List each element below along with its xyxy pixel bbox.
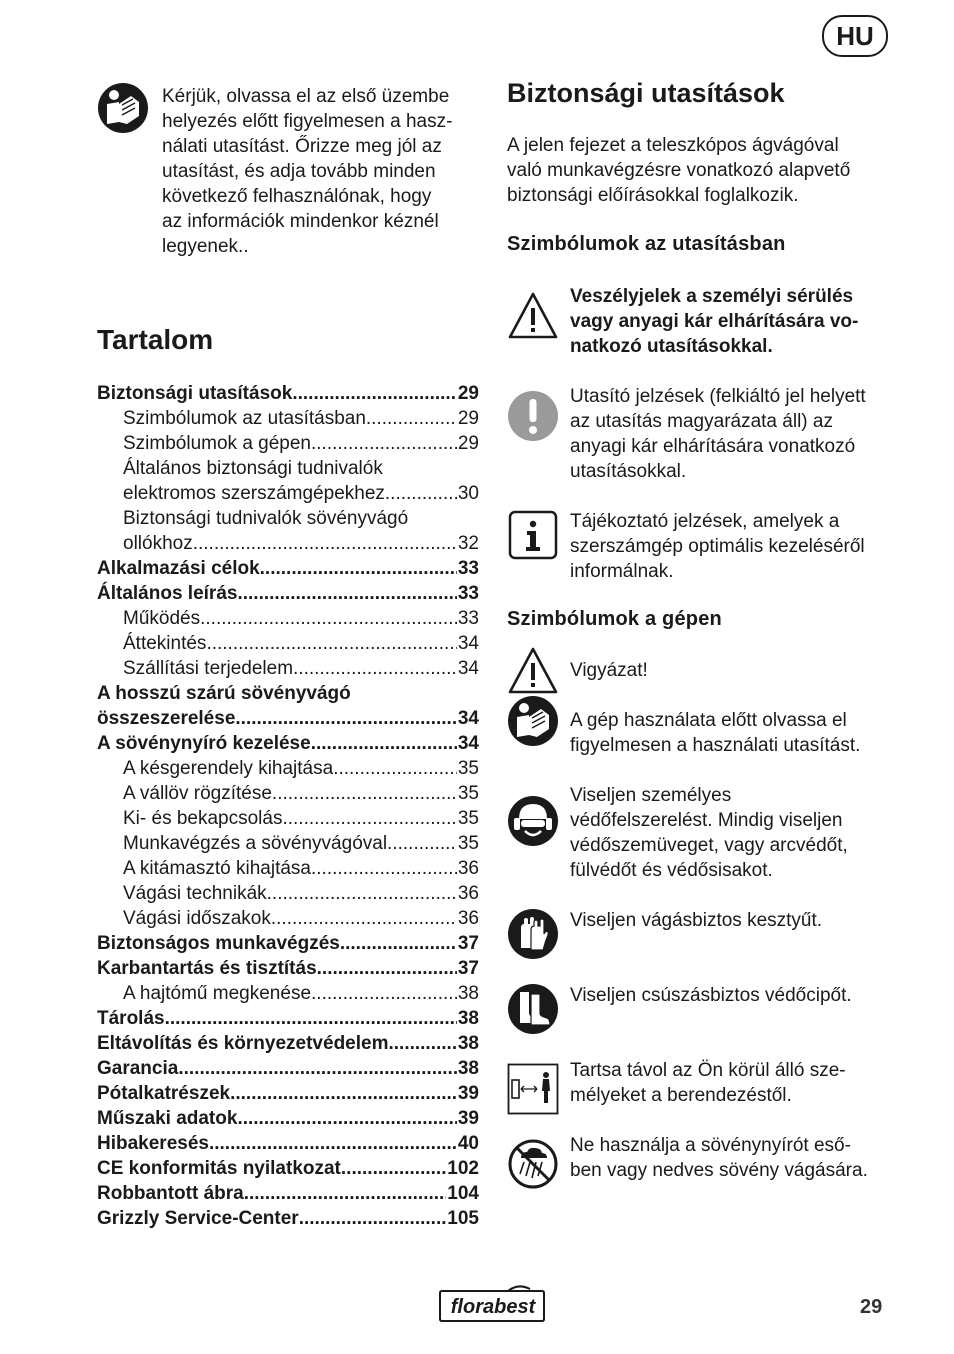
toc-entry	[97, 983, 479, 1008]
toc-page-number: 34	[457, 633, 479, 654]
toc-entry-title: ollókhoz	[123, 533, 193, 554]
svg-text:florabest: florabest	[450, 1296, 536, 1318]
machine-symbol-text-2: A gép használata előtt olvassa el figyelmesen a használati utasítást.	[570, 710, 861, 756]
toc-dot-leader	[271, 908, 457, 930]
no-rain-icon	[507, 1138, 559, 1190]
machine-symbol-text-3: Viseljen személyes védőfelszerelést. Mindig viseljen védőszemüveget, vagy arcvédőt, fülvédőt és védősisakot.	[570, 785, 848, 881]
toc-page-number: 29	[457, 383, 479, 404]
gloves-icon	[507, 908, 559, 960]
warning-triangle-icon	[507, 290, 559, 342]
toc-entry	[97, 908, 479, 933]
toc-entry	[97, 583, 479, 608]
manual-symbol-text-3: Tájékoztató jelzések, amelyek a szerszámgép optimális kezeléséről informálnak.	[570, 511, 865, 582]
toc-dot-leader	[311, 733, 457, 755]
toc-entry-title: Biztonsági utasítások	[97, 383, 293, 404]
toc-page-number: 29	[457, 408, 479, 429]
language-badge: HU	[822, 15, 888, 57]
toc-title: Tartalom	[97, 324, 214, 355]
toc-entry	[97, 1133, 479, 1158]
exclamation-circle-icon	[507, 390, 559, 442]
toc-entry-title: Eltávolítás és környezetvédelem	[97, 1033, 389, 1054]
toc-dot-leader	[282, 808, 456, 830]
toc-entry-title: Általános leírás	[97, 583, 238, 604]
toc-page-number: 33	[457, 608, 479, 629]
toc-entry-title: Garancia	[97, 1058, 179, 1079]
toc-dot-leader	[388, 1033, 456, 1055]
toc-dot-leader	[230, 1083, 457, 1105]
toc-entry-title: elektromos szerszámgépekhez	[123, 483, 385, 504]
toc-entry	[97, 1008, 479, 1033]
toc-page-number: 30	[457, 483, 479, 504]
toc-entry-title: Biztonsági tudnivalók sövényvágó	[123, 508, 409, 529]
toc-entry	[97, 683, 479, 708]
toc-page-number: 36	[457, 858, 479, 879]
safety-intro: A jelen fejezet a teleszkópos ágvágóval való munkavégzésre vonatkozó alapvető biztonsági előírásokkal foglalkozik.	[507, 135, 851, 206]
toc-dot-leader	[272, 783, 457, 805]
toc-dot-leader	[366, 408, 457, 430]
toc-entry-title: Általános biztonsági tudnivalók	[123, 458, 383, 479]
toc-dot-leader	[311, 983, 457, 1005]
toc-entry-title: Biztonságos munkavégzés	[97, 933, 340, 954]
boots-icon	[507, 983, 559, 1035]
toc-entry	[97, 1158, 479, 1183]
toc-entry	[97, 533, 479, 558]
toc-page-number: 104	[447, 1183, 479, 1204]
toc-entry	[97, 1083, 479, 1108]
toc-page-number: 34	[457, 658, 479, 679]
toc-page-number: 36	[457, 883, 479, 904]
toc-dot-leader	[341, 1158, 446, 1180]
toc-entry-title: Áttekintés	[123, 633, 207, 654]
toc-entry-title: Vágási időszakok	[123, 908, 271, 929]
read-manual-icon	[507, 695, 559, 747]
toc-dot-leader	[193, 533, 457, 555]
florabest-logo	[438, 1285, 548, 1325]
toc-entry	[97, 433, 479, 458]
toc-page-number: 34	[457, 708, 479, 729]
toc-entry	[97, 783, 479, 808]
toc-page-number: 29	[457, 433, 479, 454]
toc-page-number: 34	[457, 733, 479, 754]
read-manual-icon	[97, 82, 149, 134]
toc-page-number: 35	[457, 758, 479, 779]
toc-dot-leader	[209, 1133, 457, 1155]
toc-dot-leader	[235, 708, 456, 730]
toc-entry	[97, 483, 479, 508]
toc-entry	[97, 608, 479, 633]
toc-page-number: 33	[457, 583, 479, 604]
toc-page-number: 38	[457, 983, 479, 1004]
toc-dot-leader	[293, 658, 457, 680]
toc-page-number: 37	[457, 958, 479, 979]
toc-dot-leader	[385, 483, 457, 505]
toc-page-number: 35	[457, 783, 479, 804]
machine-symbol-text-4: Viseljen vágásbiztos kesztyűt.	[570, 910, 823, 931]
manual-symbols-title: Szimbólumok az utasításban	[507, 233, 786, 255]
toc-entry	[97, 1033, 479, 1058]
manual-symbol-text-2: Utasító jelzések (felkiáltó jel helyett az utasítás magyarázata áll) az anyagi kár elhárítására vonatkozó utasításokkal.	[570, 386, 866, 482]
toc-entry-title: Szállítási terjedelem	[123, 658, 294, 679]
toc-dot-leader	[340, 933, 457, 955]
toc-page-number: 105	[447, 1208, 479, 1229]
toc-entry-title: Tárolás	[97, 1008, 165, 1029]
toc-entry-title: A vállöv rögzítése	[123, 783, 272, 804]
toc-entry-title: Szimbólumok az utasításban	[123, 408, 366, 429]
toc-entry	[97, 1208, 479, 1233]
toc-dot-leader	[267, 883, 457, 905]
keep-distance-icon	[507, 1063, 559, 1115]
machine-symbol-text-5: Viseljen csúszásbiztos védőcipőt.	[570, 985, 852, 1006]
toc-dot-leader	[317, 958, 457, 980]
toc-entry	[97, 458, 479, 483]
toc-entry	[97, 883, 479, 908]
toc-dot-leader	[311, 858, 457, 880]
toc-page-number: 38	[457, 1033, 479, 1054]
toc-entry-title: Működés	[123, 608, 201, 629]
machine-symbols-title: Szimbólumok a gépen	[507, 608, 722, 630]
protective-gear-icon	[507, 795, 559, 847]
toc-page-number: 38	[457, 1008, 479, 1029]
toc-page-number: 35	[457, 808, 479, 829]
toc-entry-title: Műszaki adatok	[97, 1108, 238, 1129]
toc-dot-leader	[292, 383, 457, 405]
toc-dot-leader	[206, 633, 456, 655]
toc-entry	[97, 708, 479, 733]
intro-paragraph: Kérjük, olvassa el az első üzembe helyezés előtt figyelmesen a hasz- nálati utasítást. Őrizze meg jól az utasítást, és adja tovább minden következő felhasználónak, hogy az információk mindenkor kéznél legyenek..	[162, 86, 453, 257]
toc-dot-leader	[237, 1108, 456, 1130]
toc-entry	[97, 383, 479, 408]
toc-entry	[97, 958, 479, 983]
toc-entry	[97, 808, 479, 833]
toc-entry	[97, 558, 479, 583]
manual-symbol-text-1: Veszélyjelek a személyi sérülés vagy anyagi kár elhárítására vo- natkozó utasításokkal.	[570, 286, 859, 357]
toc-dot-leader	[178, 1058, 457, 1080]
machine-symbol-text-6: Tartsa távol az Ön körül álló sze- mélyeket a berendezéstől.	[570, 1060, 846, 1106]
toc-page-number: 38	[457, 1058, 479, 1079]
toc-page-number: 35	[457, 833, 479, 854]
toc-page-number: 37	[457, 933, 479, 954]
toc-entry-title: Pótalkatrészek	[97, 1083, 231, 1104]
toc-entry	[97, 1058, 479, 1083]
toc-entry	[97, 658, 479, 683]
toc-dot-leader	[200, 608, 457, 630]
toc-entry-title: CE konformitás nyilatkozat	[97, 1158, 341, 1179]
page-number: 29	[860, 1296, 883, 1318]
toc-dot-leader	[244, 1183, 447, 1205]
toc-dot-leader	[260, 558, 457, 580]
toc-entry	[97, 833, 479, 858]
toc-entry-title: A hajtómű megkenése	[123, 983, 312, 1004]
toc-entry	[97, 858, 479, 883]
toc-dot-leader	[237, 583, 456, 605]
toc-entry	[97, 758, 479, 783]
toc-entry	[97, 733, 479, 758]
toc-entry-title: A hosszú szárú sövényvágó	[97, 683, 351, 704]
toc-page-number: 33	[457, 558, 479, 579]
toc-entry-title: Ki- és bekapcsolás	[123, 808, 283, 829]
toc-page-number: 32	[457, 533, 479, 554]
toc-entry	[97, 1183, 479, 1208]
toc-page-number: 102	[447, 1158, 479, 1179]
toc-entry-title: Hibakeresés	[97, 1133, 209, 1154]
toc-dot-leader	[299, 1208, 447, 1230]
toc-entry-title: A kitámasztó kihajtása	[123, 858, 311, 879]
toc-dot-leader	[311, 433, 457, 455]
toc-entry-title: Alkalmazási célok	[97, 558, 260, 579]
toc-page-number: 39	[457, 1083, 479, 1104]
toc-dot-leader	[387, 833, 457, 855]
intro-text	[162, 84, 482, 259]
toc-page-number: 40	[457, 1133, 479, 1154]
toc-page-number: 39	[457, 1108, 479, 1129]
toc-entry	[97, 933, 479, 958]
toc-dot-leader	[333, 758, 457, 780]
info-icon	[507, 509, 559, 561]
machine-symbol-text-7: Ne használja a sövénynyírót eső- ben vagy nedves sövény vágására.	[570, 1135, 868, 1181]
toc-entry	[97, 408, 479, 433]
toc-entry	[97, 633, 479, 658]
toc-entry-title: Munkavégzés a sövényvágóval	[123, 833, 388, 854]
toc-entry-title: Szimbólumok a gépen	[123, 433, 311, 454]
toc-entry-title: A sövénynyíró kezelése	[97, 733, 311, 754]
machine-symbol-text-1: Vigyázat!	[570, 660, 648, 681]
toc-entry	[97, 1108, 479, 1133]
safety-title: Biztonsági utasítások	[507, 78, 785, 108]
toc-entry-title: összeszerelése	[97, 708, 236, 729]
warning-triangle-icon	[507, 645, 559, 697]
toc-entry-title: A késgerendely kihajtása	[123, 758, 334, 779]
toc-entry-title: Robbantott ábra	[97, 1183, 244, 1204]
toc-entry-title: Vágási technikák	[123, 883, 267, 904]
toc-page-number: 36	[457, 908, 479, 929]
toc-dot-leader	[165, 1008, 457, 1030]
toc-entry-title: Karbantartás és tisztítás	[97, 958, 317, 979]
table-of-contents	[97, 383, 479, 1233]
toc-entry	[97, 508, 479, 533]
toc-entry-title: Grizzly Service-Center	[97, 1208, 299, 1229]
